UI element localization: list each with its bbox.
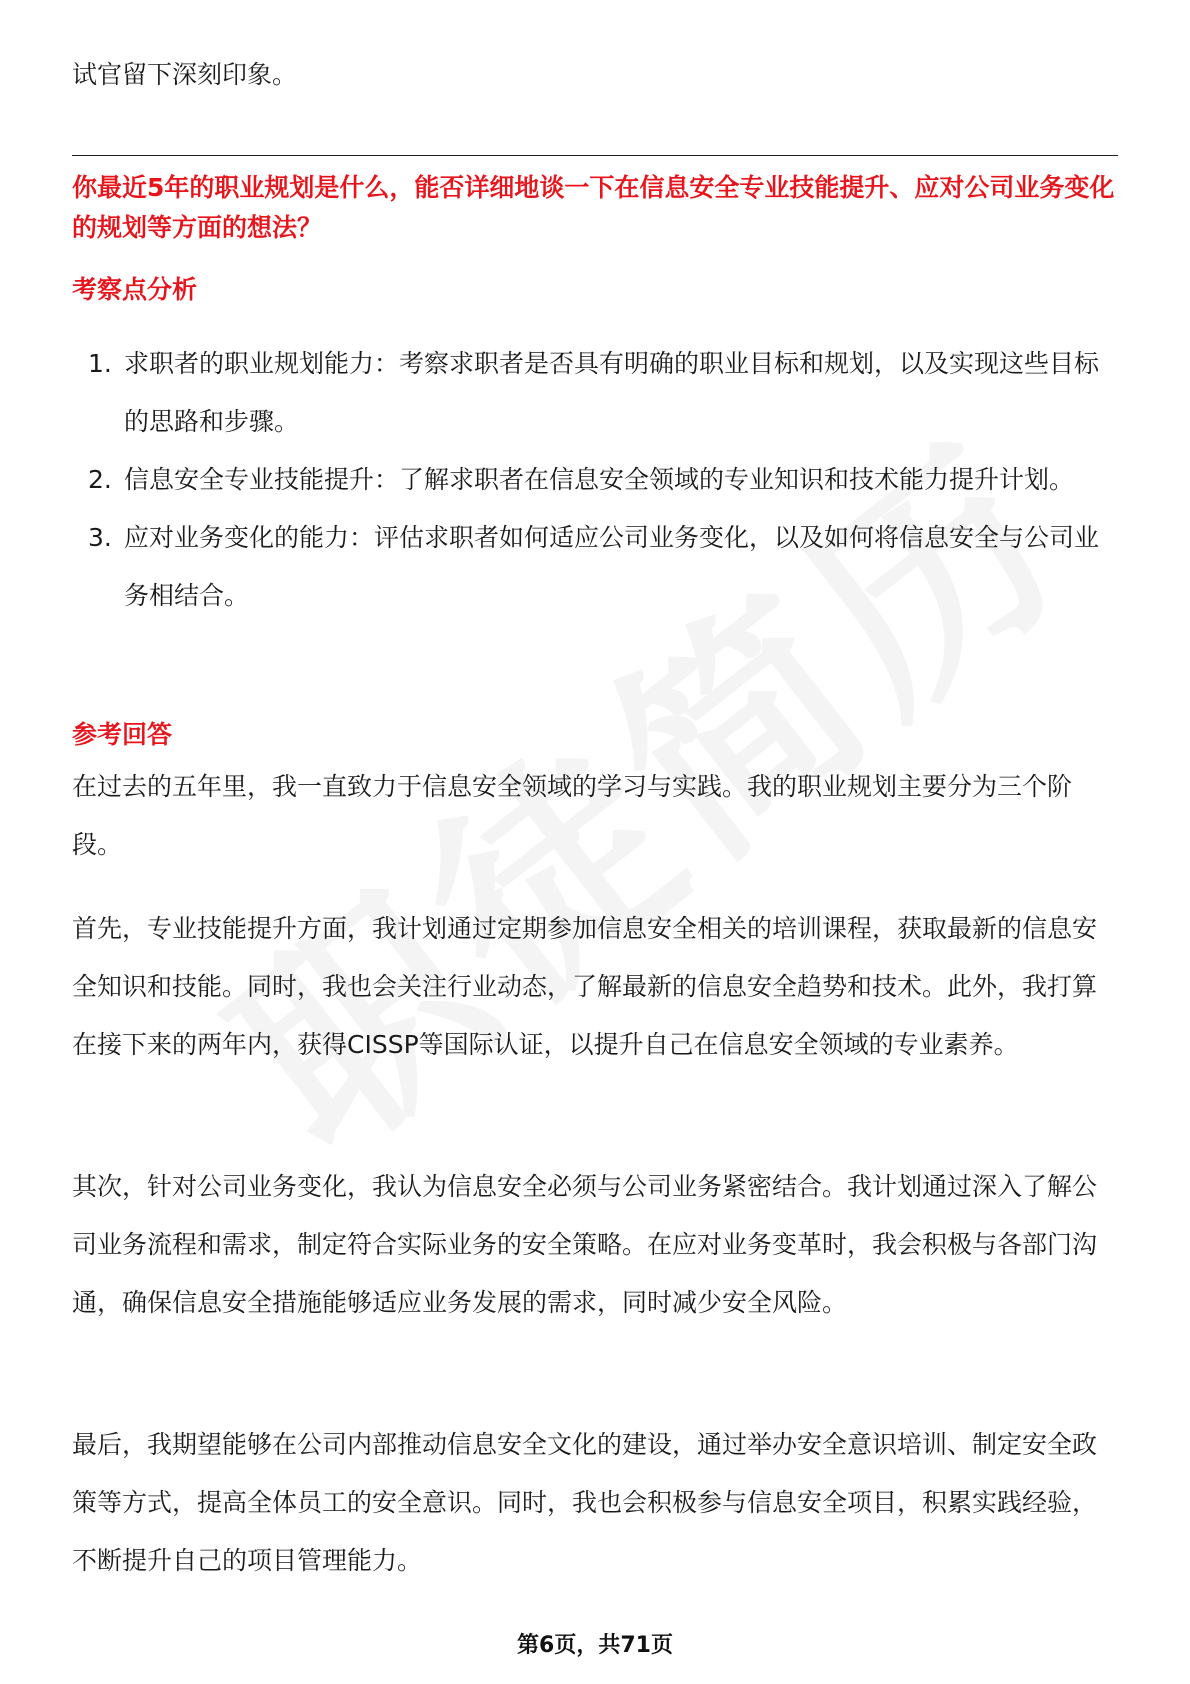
analysis-list (72, 335, 1118, 625)
analysis-title: 考察点分析 (72, 275, 198, 304)
list-item (72, 451, 1118, 509)
answer-title: 参考回答 (72, 720, 173, 749)
list-item-text: 信息安全专业技能提升：了解求职者在信息安全领域的专业知识和技术能力提升计划。 (124, 465, 1075, 494)
list-item-text: 应对业务变化的能力：评估求职者如何适应公司业务变化，以及如何将信息安全与公司业务相结合。 (124, 523, 1100, 610)
list-number: 3. (88, 523, 112, 552)
answer-paragraph: 在过去的五年里，我一直致力于信息安全领域的学习与实践。我的职业规划主要分为三个阶段。 (72, 772, 1073, 859)
list-item (72, 509, 1118, 625)
answer-paragraph: 其次，针对公司业务变化，我认为信息安全必须与公司业务紧密结合。我计划通过深入了解公司业务流程和需求，制定符合实际业务的安全策略。在应对业务变革时，我会积极与各部门沟通，确保信息安全措施能够适应业务发展的需求，同时减少安全风险。 (72, 1172, 1098, 1317)
answer-paragraph: 最后，我期望能够在公司内部推动信息安全文化的建设，通过举办安全意识培训、制定安全政策等方式，提高全体员工的安全意识。同时，我也会积极参与信息安全项目，积累实践经验，不断提升自己的项目管理能力。 (72, 1430, 1098, 1575)
continuation-text: 试官留下深刻印象。 (72, 60, 298, 89)
list-item-text: 求职者的职业规划能力：考察求职者是否具有明确的职业目标和规划，以及实现这些目标的思路和步骤。 (124, 349, 1100, 436)
list-item (72, 335, 1118, 451)
answer-paragraph: 首先，专业技能提升方面，我计划通过定期参加信息安全相关的培训课程，获取最新的信息安全知识和技能。同时，我也会关注行业动态，了解最新的信息安全趋势和技术。此外，我打算在接下来的两年内，获得CISSP等国际认证，以提升自己在信息安全领域的专业素养。 (72, 914, 1098, 1059)
question-heading: 你最近5年的职业规划是什么，能否详细地谈一下在信息安全专业技能提升、应对公司业务变化的规划等方面的想法？ (72, 173, 1115, 242)
section-divider (72, 155, 1118, 156)
page-footer: 第6页，共71页 (517, 1633, 673, 1658)
list-number: 2. (88, 465, 112, 494)
list-number: 1. (88, 349, 112, 378)
